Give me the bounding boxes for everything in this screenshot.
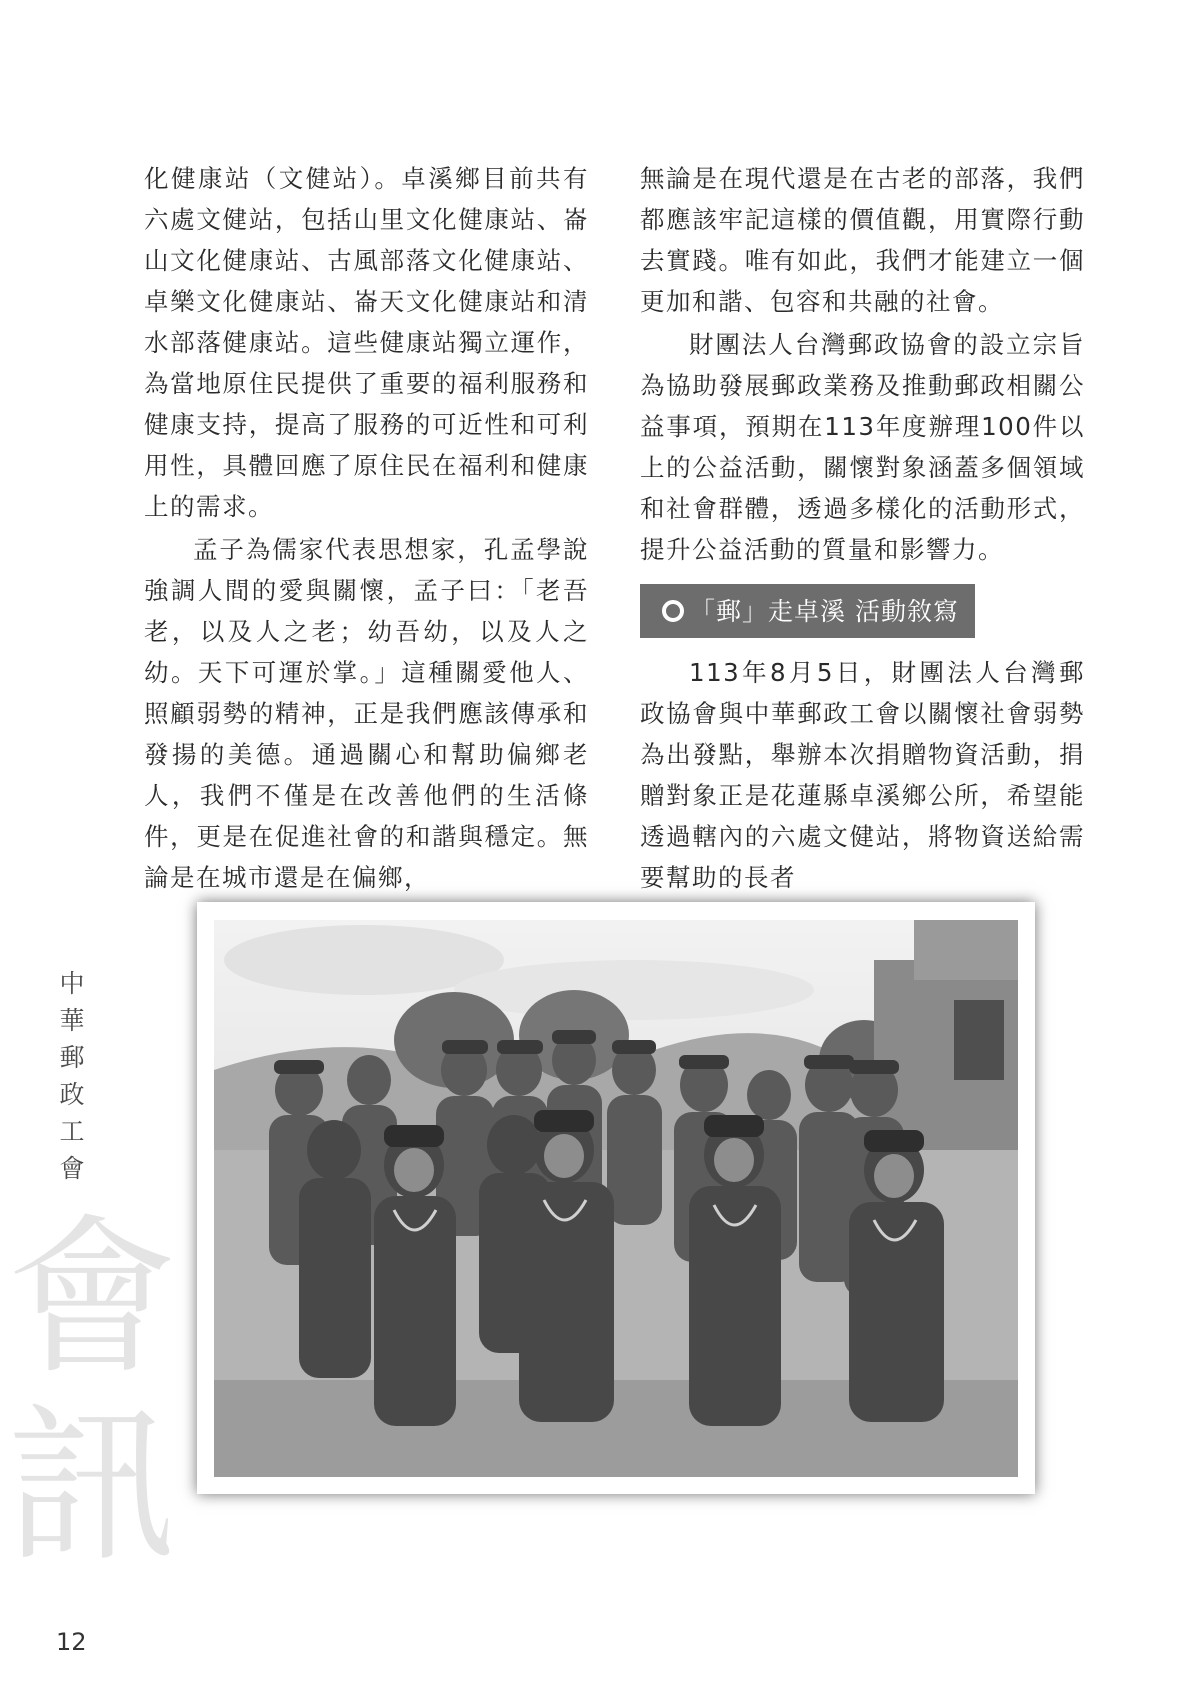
photo-frame xyxy=(197,902,1035,1494)
side-label-char: 華 xyxy=(59,1006,85,1035)
side-label-char: 工 xyxy=(59,1117,85,1146)
side-label-char: 政 xyxy=(59,1080,85,1109)
left-paragraph-2: 孟子為儒家代表思想家，孔孟學說強調人間的愛與關懷，孟子曰：「老吾老，以及人之老；幼吾幼，以及人之幼。天下可運於掌。」這種關愛他人、照顧弱勢的精神，正是我們應該傳承和發揚的美德。通過關心和幫助偏鄉老人，我們不僅是在改善他們的生活條件，更是在促進社會的和諧與穩定。無論是在城市還是在偏鄉， xyxy=(144,535,589,892)
side-label-char: 中 xyxy=(59,969,85,998)
group-photo xyxy=(214,920,1018,1477)
section-heading-text: 「郵」走卓溪 活動敘寫 xyxy=(690,596,959,626)
right-text-column xyxy=(640,158,1085,898)
side-label-char: 會 xyxy=(59,1154,85,1183)
left-text-column xyxy=(144,158,589,898)
watermark-char: 會 xyxy=(6,1200,177,1398)
right-paragraph-2: 財團法人台灣郵政協會的設立宗旨為協助發展郵政業務及推動郵政相關公益事項，預期在113年度辦理100件以上的公益活動，關懷對象涵蓋多個領域和社會群體，透過多樣化的活動形式，提升公益活動的質量和影響力。 xyxy=(640,330,1085,564)
right-paragraph-1: 無論是在現代還是在古老的部落，我們都應該牢記這樣的價值觀，用實際行動去實踐。唯有如此，我們才能建立一個更加和諧、包容和共融的社會。 xyxy=(640,164,1085,316)
page-number: 12 xyxy=(56,1628,87,1656)
section-heading xyxy=(640,584,975,638)
left-paragraph-1: 化健康站（文健站）。卓溪鄉目前共有六處文健站，包括山里文化健康站、崙山文化健康站、古風部落文化健康站、卓樂文化健康站、崙天文化健康站和清水部落健康站。這些健康站獨立運作，為當地原住民提供了重要的福利服務和健康支持，提高了服務的可近性和可利用性，具體回應了原住民在福利和健康上的需求。 xyxy=(144,164,589,521)
side-label-char: 郵 xyxy=(59,1043,85,1072)
side-label-vertical xyxy=(52,965,92,1187)
watermark-char: 訊 xyxy=(6,1388,177,1586)
watermark-calligraphy xyxy=(0,1200,192,1586)
bullet-ring-icon xyxy=(662,600,684,622)
right-paragraph-3: 113年8月5日，財團法人台灣郵政協會與中華郵政工會以關懷社會弱勢為出發點，舉辦本次捐贈物資活動，捐贈對象正是花蓮縣卓溪鄉公所，希望能透過轄內的六處文健站，將物資送給需要幫助的長者 xyxy=(640,658,1085,892)
